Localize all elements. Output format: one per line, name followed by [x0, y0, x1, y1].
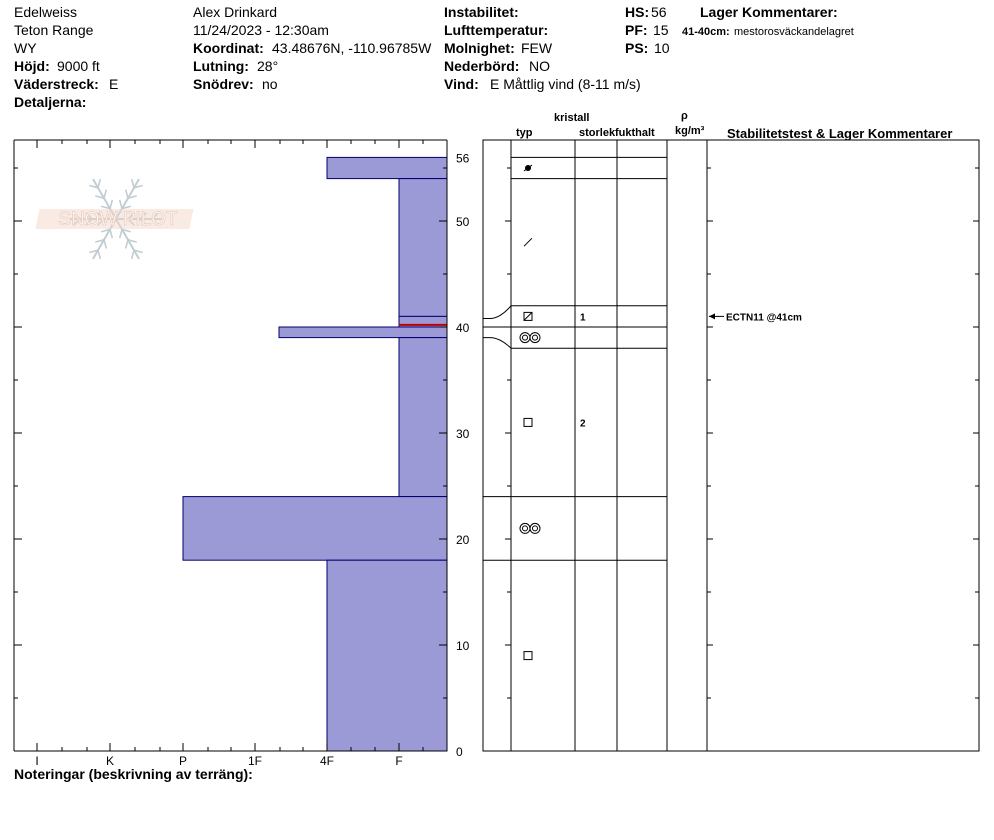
depth-tick-label: 20 [456, 533, 470, 547]
snowflake-icon [35, 179, 193, 259]
cloud-label: Molnighet: [444, 40, 515, 56]
hardness-tick-label: F [395, 754, 403, 768]
depth-tick-label: 40 [456, 321, 470, 335]
density-unit-header: kg/m³ [675, 125, 705, 137]
instability-label: Instabilitet: [444, 4, 519, 20]
faceted-icon [524, 652, 532, 660]
hardness-bar-1 [399, 179, 447, 317]
melt-form-icon [520, 523, 540, 533]
density-rho-header: ρ [681, 110, 688, 122]
coord-label: Koordinat: [193, 40, 264, 56]
melt-form-icon [520, 333, 540, 343]
depth-tick-label: 50 [456, 215, 470, 229]
ps-value: 10 [654, 40, 670, 56]
graupel-icon [524, 165, 532, 171]
grain-size-label: 2 [580, 418, 586, 430]
hardness-bar-5 [183, 497, 447, 561]
ps-label: PS: [625, 40, 649, 56]
hardness-bar-0 [327, 157, 447, 178]
hardness-bar-3 [279, 327, 447, 338]
stability-header: Stabilitetstest & Lager Kommentarer [727, 126, 953, 141]
cloud-value: FEW [521, 40, 553, 56]
air-temp-label: Lufttemperatur: [444, 22, 549, 38]
hardness-tick-label: 4F [319, 754, 335, 768]
hardness-bar-4 [399, 338, 447, 497]
hardness-bar-6 [327, 560, 447, 751]
slope-value: 28° [257, 58, 279, 74]
arrow-head-icon [709, 313, 715, 319]
type-header: typ [516, 127, 533, 139]
details-label: Detaljerna: [14, 94, 87, 110]
faceted-rounded-icon [524, 312, 532, 320]
elevation-value: 9000 ft [57, 58, 100, 74]
grain-size-label: 1 [580, 312, 586, 324]
wind-transport-value: no [262, 76, 278, 92]
crystal-header: kristall [554, 112, 590, 124]
hardness-tick-label: I [35, 754, 39, 768]
notes-label: Noteringar (beskrivning av terräng): [14, 766, 253, 782]
observation-datetime: 11/24/2023 - 12:30am [193, 22, 329, 38]
connector-line [483, 306, 511, 319]
hs-value: 56 [651, 4, 667, 20]
layer-comment-text: mestorosväckandelagret [734, 26, 854, 38]
hs-label: HS: [625, 4, 650, 20]
coord-value: 43.48676N, -110.96785W [272, 40, 432, 56]
wind-value: E Måttlig vind (8-11 m/s) [490, 76, 641, 92]
hardness-tick-label: 1F [247, 754, 263, 768]
depth-tick-label: 0 [456, 745, 463, 759]
aspect-label: Väderstreck: [14, 76, 99, 92]
stability-test-label: ECTN11 @41cm [726, 312, 802, 324]
wind-transport-label: Snödrev: [193, 76, 254, 92]
layer-comment-range: 41-40cm: [682, 26, 730, 38]
wind-label: Vind: [444, 76, 479, 92]
depth-tick-label: 30 [456, 427, 470, 441]
slope-label: Lutning: [193, 58, 249, 74]
connector-line [483, 338, 511, 349]
logo-text: SNOW PILOT [58, 209, 178, 230]
pf-value: 15 [653, 22, 669, 38]
hardness-tick-label: P [178, 754, 188, 768]
layer-comments-label: Lager Kommentarer: [700, 4, 838, 20]
range-name: Teton Range [14, 22, 94, 38]
pf-label: PF: [625, 22, 648, 38]
location-name: Edelweiss [14, 4, 78, 20]
moisture-header: fukthalt [615, 127, 655, 139]
precipitation-particle-icon [524, 238, 532, 246]
size-header: storlek [579, 127, 616, 139]
depth-tick-label: 56 [456, 151, 470, 166]
layer-table-frame [483, 140, 979, 751]
precip-value: NO [529, 58, 550, 74]
faceted-icon [524, 418, 532, 426]
aspect-value: E [109, 76, 119, 92]
depth-tick-label: 10 [456, 639, 470, 653]
precip-label: Nederbörd: [444, 58, 520, 74]
elevation-label: Höjd: [14, 58, 50, 74]
state-name: WY [14, 40, 37, 56]
observer-name: Alex Drinkard [193, 4, 278, 20]
hardness-tick-label: K [105, 754, 115, 768]
